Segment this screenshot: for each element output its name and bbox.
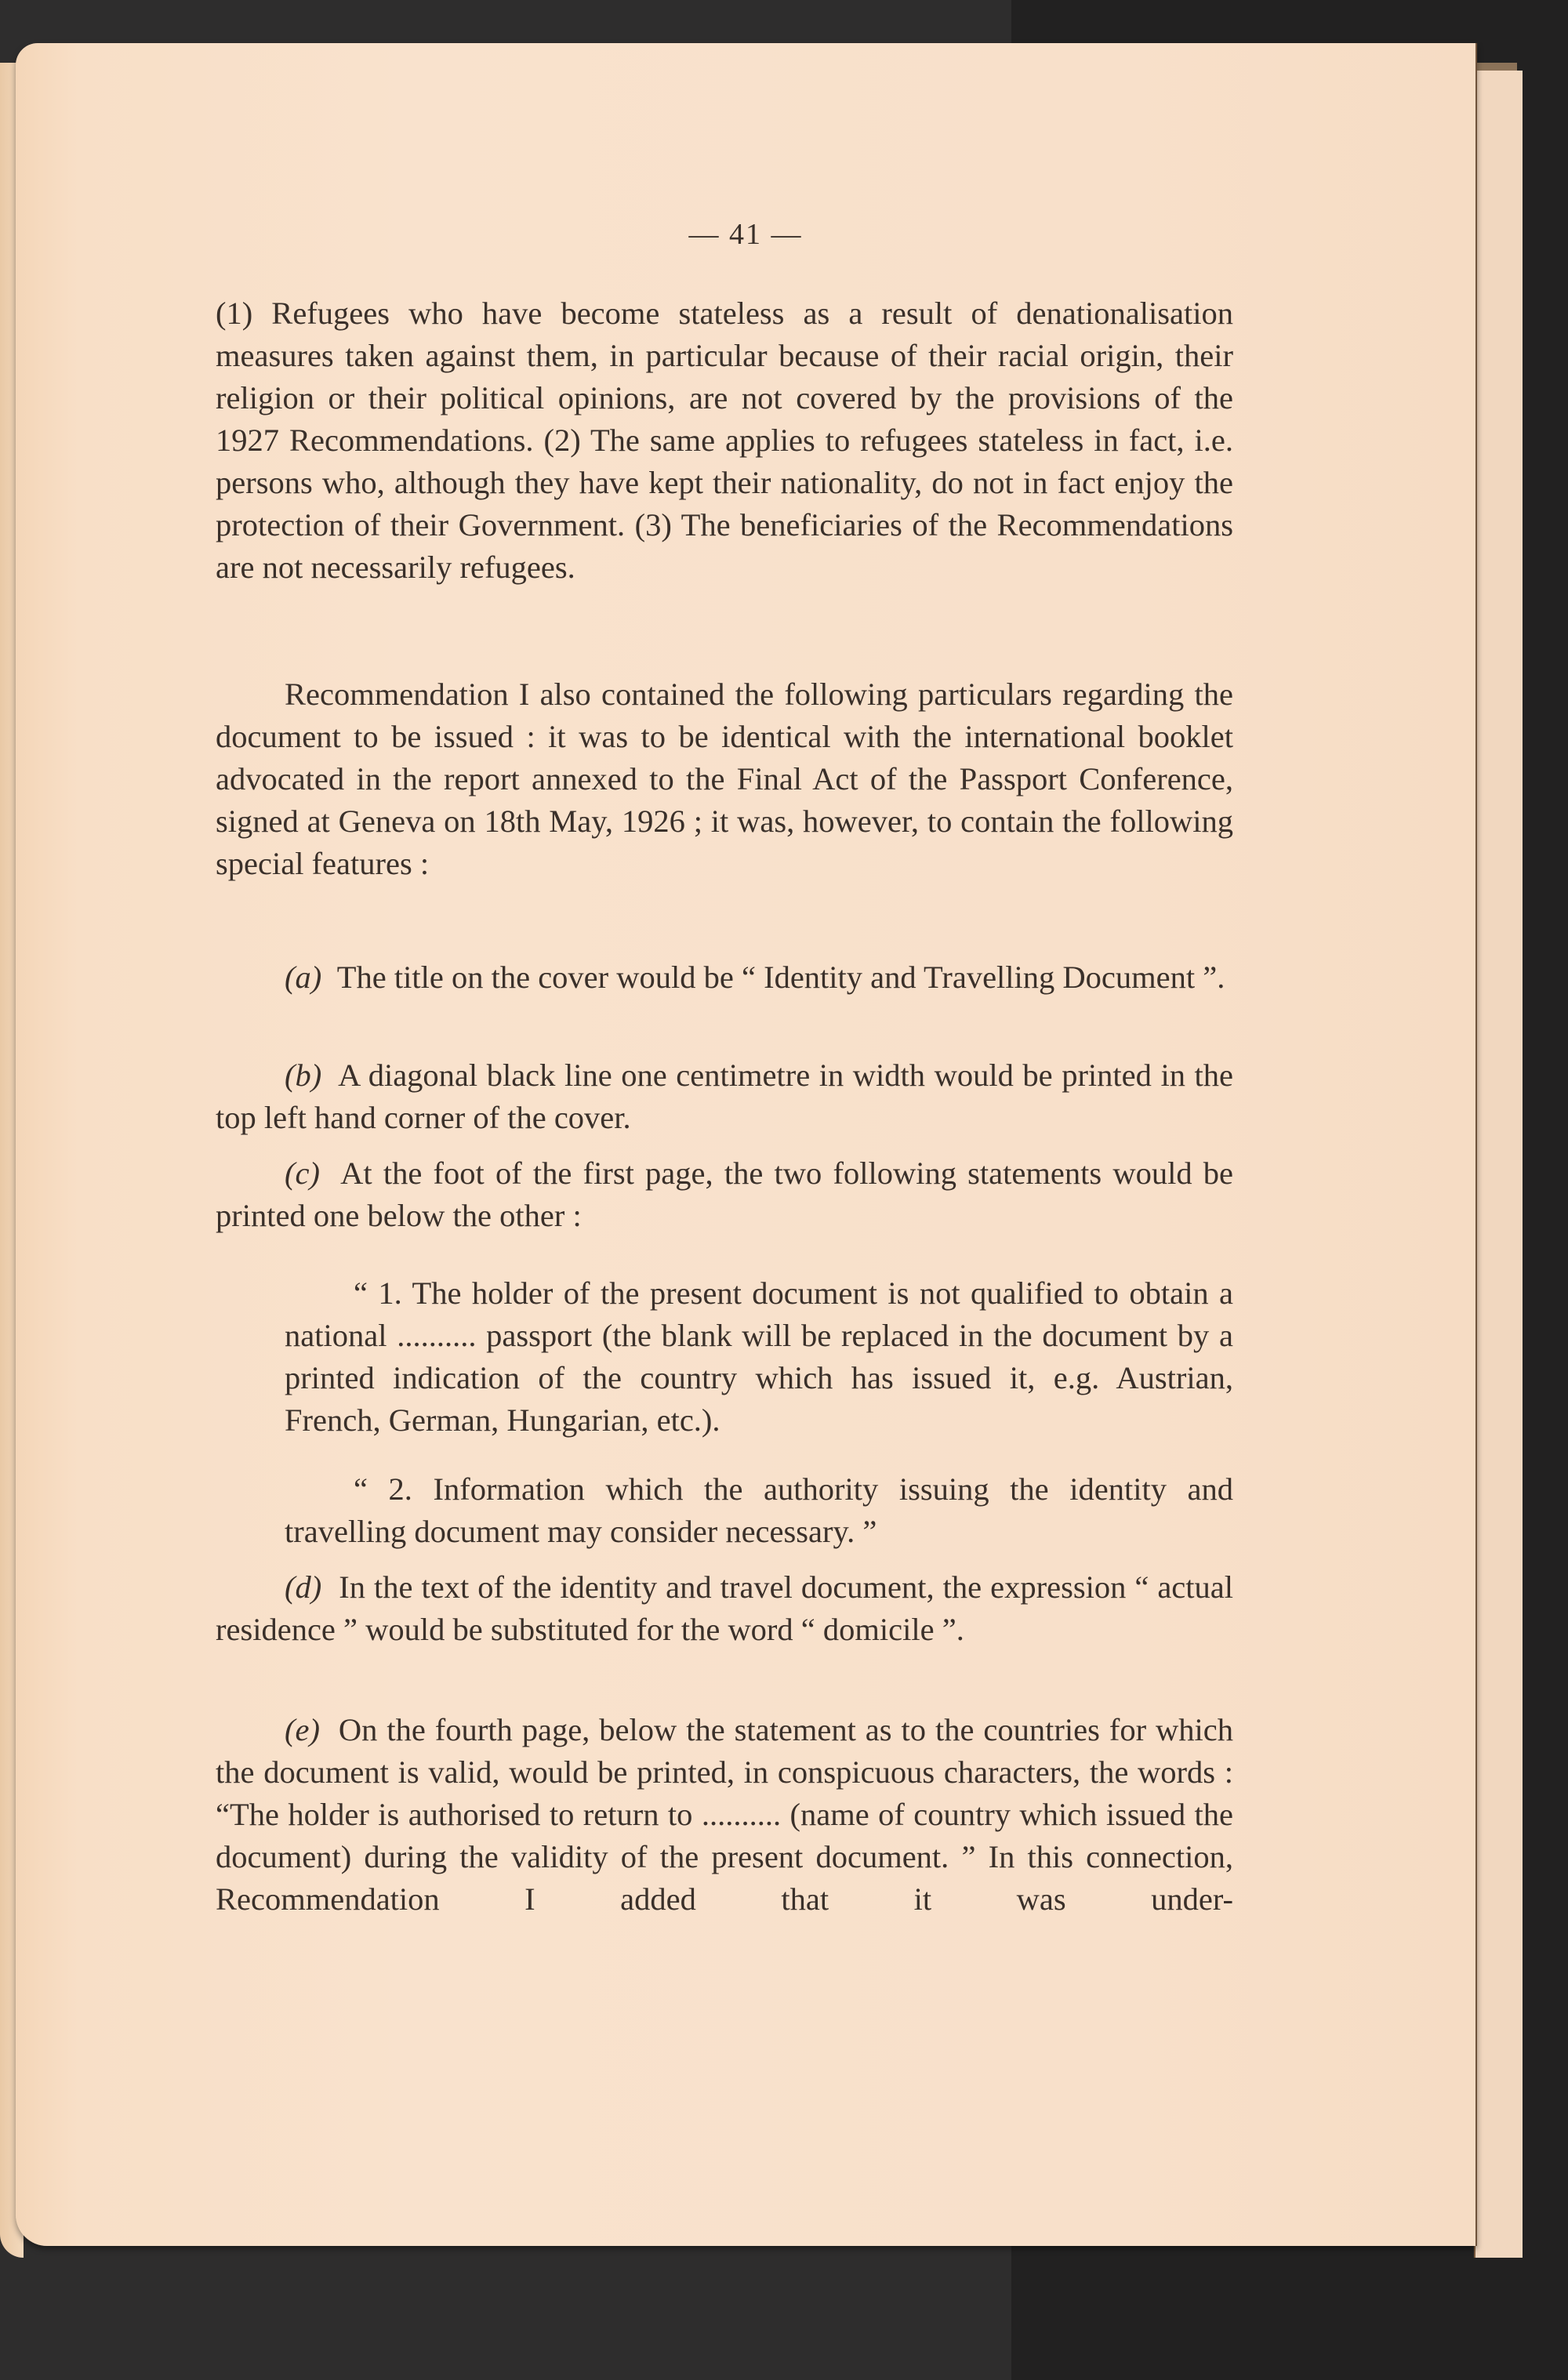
paragraph-stateless-refugees: [216, 292, 1233, 589]
page-number: — 41 —: [688, 218, 803, 251]
statement-1: [285, 1272, 1233, 1442]
feature-d: [216, 1566, 1233, 1651]
feature-label: (a): [285, 960, 322, 995]
feature-text: A diagonal black line one centimetre in width would be printed in the top left hand corner of the cover.: [216, 1058, 1234, 1135]
statement-2: [285, 1468, 1233, 1553]
feature-text: At the foot of the first page, the two following statements would be printed one below the other :: [216, 1156, 1234, 1233]
feature-c: [216, 1152, 1233, 1237]
feature-label: (c): [285, 1156, 320, 1191]
feature-label: (b): [285, 1058, 322, 1093]
feature-label: (e): [285, 1712, 320, 1747]
feature-text: On the fourth page, below the statement as to the countries for which the document is valid, would be printed, in conspicuous characters, the words : “The holder is authorised to return to .......... (name of country which issued the document) during the validity of the present document. ” In this connection, Recommendation I added that it was under-: [216, 1712, 1233, 1917]
document-page: [16, 43, 1477, 2246]
feature-b: [216, 1054, 1233, 1139]
paragraph-recommendation-particulars: [216, 673, 1233, 885]
feature-a: [216, 956, 1233, 999]
paragraph-text: (1) Refugees who have become stateless as a result of denationalisation measures taken against them, in particular because of their racial origin, their religion or their political opinions, are not covered by the provisions of the 1927 Recommendations. (2) The same applies to refugees stateless in fact, i.e. persons who, although they have kept their nationality, do not in fact enjoy the protection of their Government. (3) The beneficiaries of the Recommendations are not necessarily refugees.: [216, 296, 1233, 585]
feature-text: In the text of the identity and travel document, the expression “ actual residence ” would be substituted for the word “ domicile ”.: [216, 1569, 1234, 1647]
back-page-edge: [1474, 71, 1523, 2258]
feature-e: [216, 1709, 1233, 1921]
statement-text: “ 1. The holder of the present document is not qualified to obtain a national .......... passport (the blank will be replaced in the document by a printed indication of the country which has issued it, e.g. Austrian, French, German, Hungarian, etc.).: [285, 1275, 1233, 1438]
statement-text: “ 2. Information which the authority issuing the identity and travelling document may consider necessary. ”: [285, 1471, 1233, 1549]
paragraph-text: Recommendation I also contained the following particulars regarding the document to be issued : it was to be identical with the international booklet advocated in the report annexed to the Final Act of the Passport Conference, signed at Geneva on 18th May, 1926 ; it was, however, to contain the following special features :: [216, 677, 1233, 881]
feature-label: (d): [285, 1569, 322, 1605]
feature-text: The title on the cover would be “ Identity and Travelling Document ”.: [336, 960, 1225, 995]
